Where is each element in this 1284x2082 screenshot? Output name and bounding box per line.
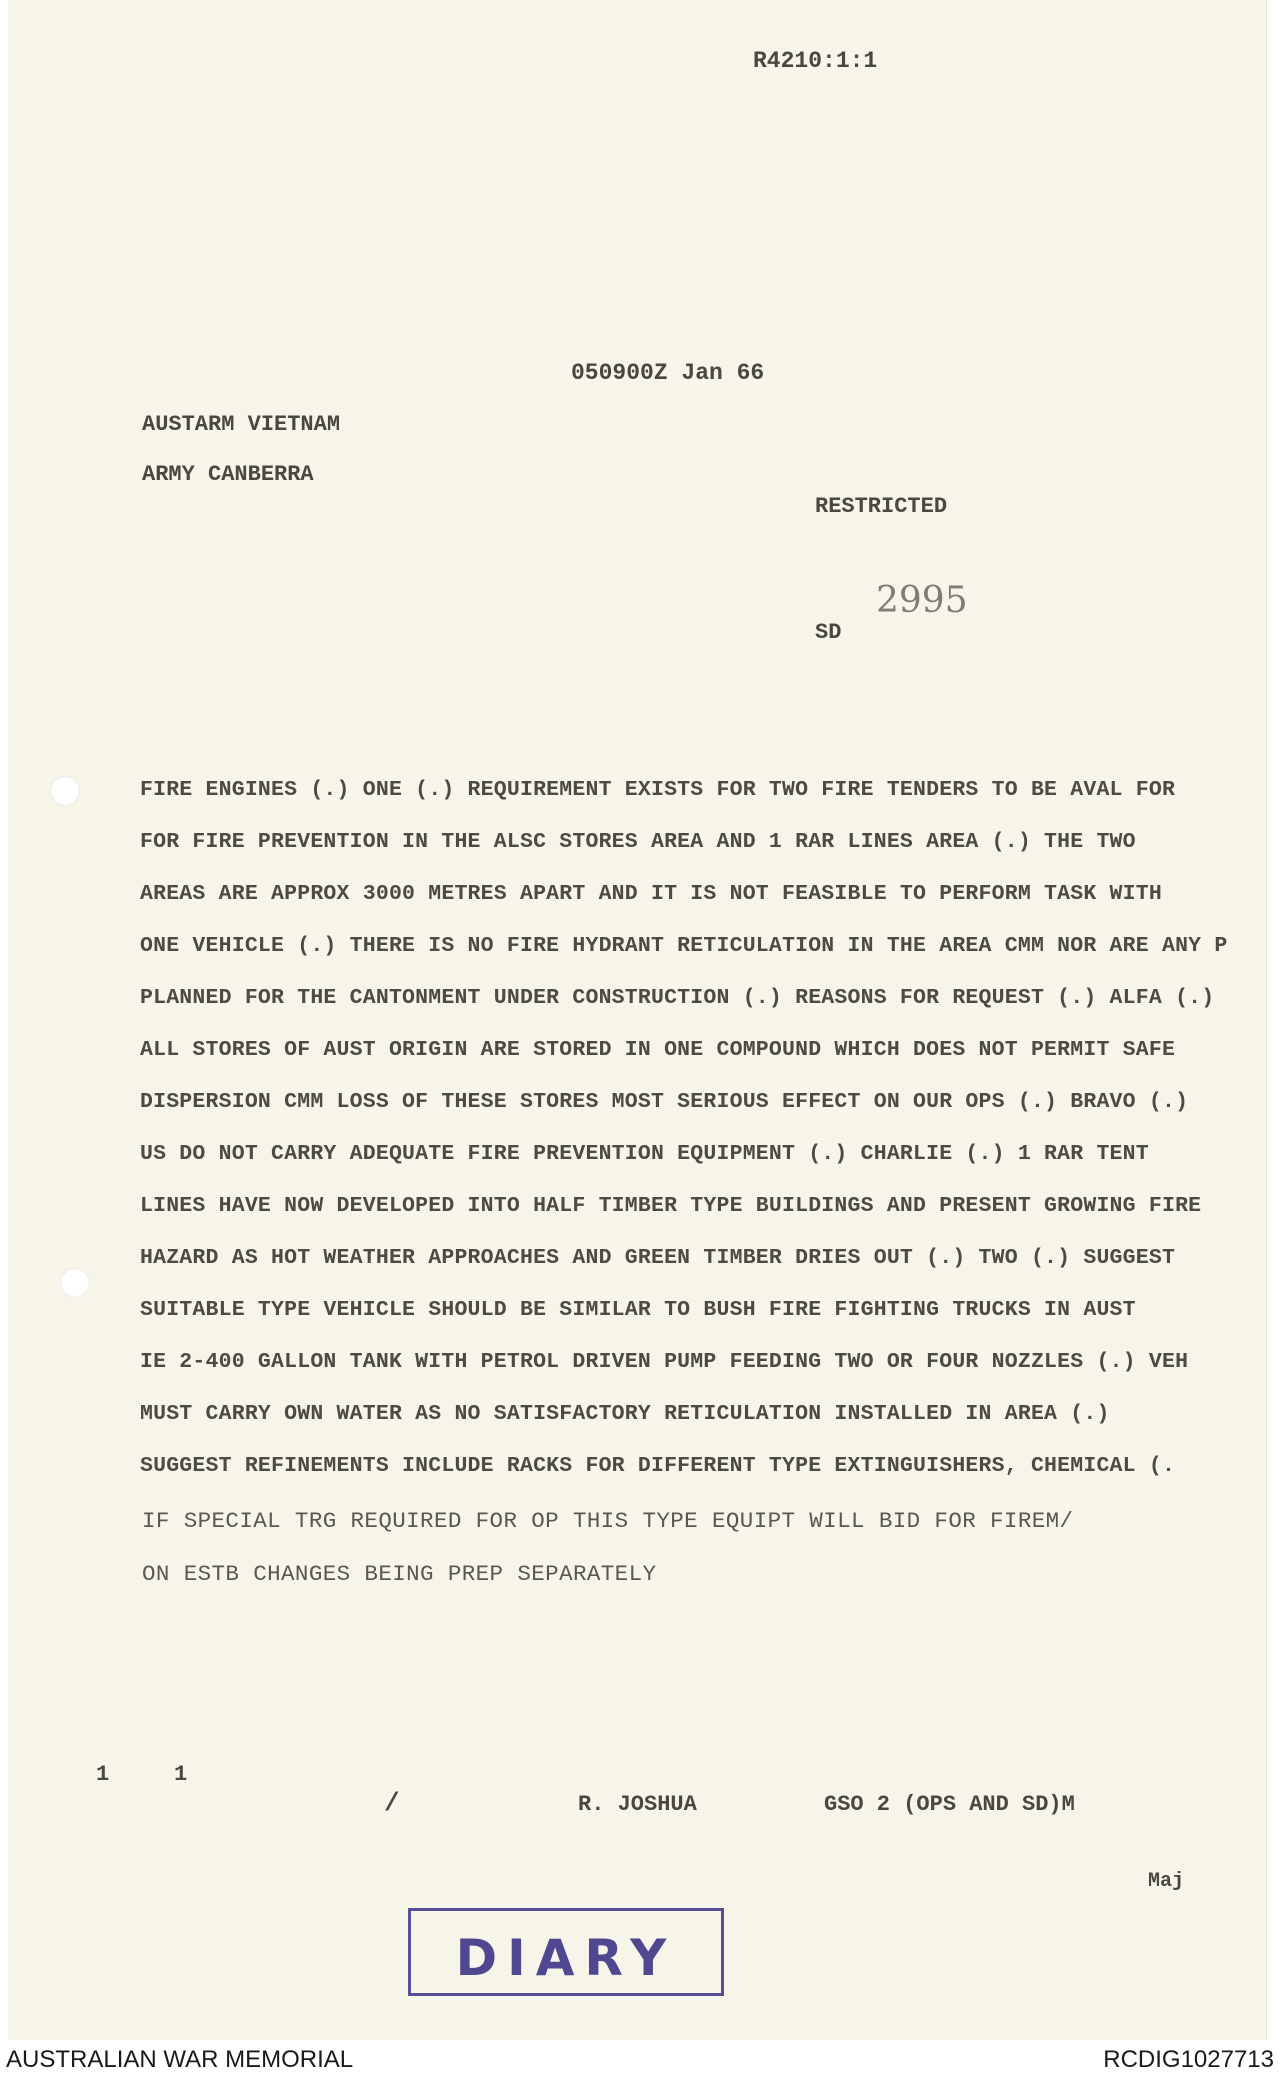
from-addressee: AUSTARM VIETNAM <box>142 412 341 437</box>
message-line: ON ESTB CHANGES BEING PREP SEPARATELY <box>142 1561 657 1587</box>
message-line: ALL STORES OF AUST ORIGIN ARE STORED IN ONE COMPOUND WHICH DOES NOT PERMIT SAFE <box>140 1038 1176 1062</box>
message-line: SUITABLE TYPE VEHICLE SHOULD BE SIMILAR TO BUSH FIRE FIGHTING TRUCKS IN AUST <box>140 1298 1136 1322</box>
message-line: DISPERSION CMM LOSS OF THESE STORES MOST SERIOUS EFFECT ON OUR OPS (.) BRAVO (.) <box>140 1090 1189 1114</box>
message-line: LINES HAVE NOW DEVELOPED INTO HALF TIMBER TYPE BUILDINGS AND PRESENT GROWING FIRE <box>140 1194 1202 1218</box>
serial-number: 2995 <box>876 580 968 621</box>
diary-stamp <box>408 1908 724 1996</box>
date-time-group: 050900Z Jan 66 <box>571 360 765 386</box>
message-line: SUGGEST REFINEMENTS INCLUDE RACKS FOR DIFFERENT TYPE EXTINGUISHERS, CHEMICAL (. <box>140 1454 1176 1478</box>
copy-count: 1 <box>174 1762 188 1787</box>
message-line: FOR FIRE PREVENTION IN THE ALSC STORES AREA AND 1 RAR LINES AREA (.) THE TWO <box>140 830 1136 854</box>
footer-record-id: RCDIG1027713 <box>1103 2046 1274 2073</box>
punch-hole <box>60 1268 90 1298</box>
document-page <box>8 0 1267 2040</box>
message-line: FIRE ENGINES (.) ONE (.) REQUIREMENT EXISTS FOR TWO FIRE TENDERS TO BE AVAL FOR <box>140 778 1176 802</box>
message-line: IE 2-400 GALLON TANK WITH PETROL DRIVEN PUMP FEEDING TWO OR FOUR NOZZLES (.) VEH <box>140 1350 1189 1374</box>
message-line: PLANNED FOR THE CANTONMENT UNDER CONSTRUCTION (.) REASONS FOR REQUEST (.) ALFA (.) <box>140 986 1215 1010</box>
message-line: IF SPECIAL TRG REQUIRED FOR OP THIS TYPE EQUIPT WILL BID FOR FIREM/ <box>142 1508 1074 1534</box>
serial-prefix: SD <box>815 620 842 645</box>
message-line: US DO NOT CARRY ADEQUATE FIRE PREVENTION EQUIPMENT (.) CHARLIE (.) 1 RAR TENT <box>140 1142 1149 1166</box>
slash-mark: / <box>384 1788 400 1818</box>
message-line: MUST CARRY OWN WATER AS NO SATISFACTORY RETICULATION INSTALLED IN AREA (.) <box>140 1402 1110 1426</box>
reference-number: R4210:1:1 <box>753 48 878 74</box>
message-line: HAZARD AS HOT WEATHER APPROACHES AND GREEN TIMBER DRIES OUT (.) TWO (.) SUGGEST <box>140 1246 1176 1270</box>
signatory-rank: Maj <box>1148 1870 1185 1893</box>
copy-count: 1 <box>96 1762 110 1787</box>
classification: RESTRICTED <box>815 494 948 519</box>
punch-hole <box>50 776 80 806</box>
footer-source: AUSTRALIAN WAR MEMORIAL <box>6 2046 354 2073</box>
signatory-name: R. JOSHUA <box>578 1792 697 1817</box>
diary-stamp-text: DIARY <box>455 1929 677 1987</box>
message-line: ONE VEHICLE (.) THERE IS NO FIRE HYDRANT RETICULATION IN THE AREA CMM NOR ARE ANY P <box>140 934 1228 958</box>
signatory-appointment: GSO 2 (OPS AND SD)M <box>824 1792 1075 1817</box>
to-addressee: ARMY CANBERRA <box>142 462 314 487</box>
message-line: AREAS ARE APPROX 3000 METRES APART AND IT IS NOT FEASIBLE TO PERFORM TASK WITH <box>140 882 1162 906</box>
